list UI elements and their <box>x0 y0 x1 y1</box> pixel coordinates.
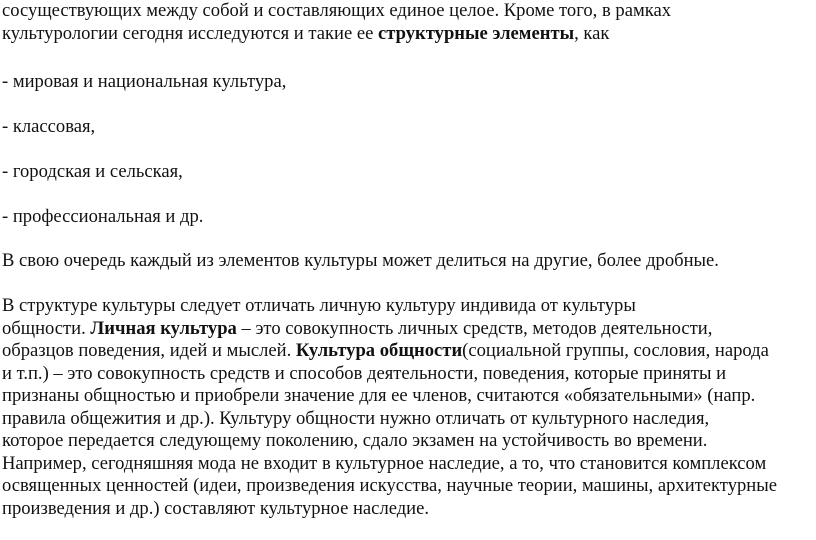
structure-line-2-text: общности. <box>2 317 91 339</box>
structure-line-3-text: образцов поведения, идей и мыслей. <box>2 340 296 361</box>
personal-culture-term: Личная культура <box>90 317 237 339</box>
subdivision-paragraph: В свою очередь каждый из элементов культуры может делиться на другие, более дробные. <box>2 250 719 271</box>
list-item-professional: - профессиональная и др. <box>2 206 204 227</box>
structure-line-2 <box>2 318 777 341</box>
community-culture-term: Культура общности <box>295 340 463 361</box>
structure-paragraph <box>2 295 777 520</box>
structure-line-3-tail: (социальной группы, сословия, народа <box>462 340 769 361</box>
structure-line-8: Например, сегодняшняя мода не входит в культурное наследие, а то, что становится комплексом <box>2 452 767 474</box>
list-item-class: - классовая, <box>2 116 96 137</box>
structural-elements-term: структурные элементы <box>378 22 575 44</box>
structure-line-7: которое передается следующему поколению, сдало экзамен на устойчивость во времени. <box>2 430 708 451</box>
structure-line-3 <box>2 340 777 363</box>
structure-line-10: произведения и др.) составляют культурное наследие. <box>2 497 430 519</box>
list-item-world-national: - мировая и национальная культура, <box>2 71 287 92</box>
intro-paragraph <box>2 0 671 45</box>
intro-line-2-tail: , как <box>574 22 610 44</box>
intro-line-1: сосуществующих между собой и составляющих единое целое. Кроме того, в рамках <box>2 0 672 21</box>
structure-line-5: признаны общностью и приобрели значение для ее членов, считаются «обязательными» (напр. <box>2 385 756 406</box>
intro-line-2-text: культурологии сегодня исследуются и такие ее <box>2 22 379 44</box>
structure-line-2-tail: – это совокупность личных средств, методов деятельности, <box>236 317 713 339</box>
structure-line-4: и т.п.) – это совокупность средств и способов деятельности, поведения, которые приняты и <box>2 362 727 384</box>
structure-line-1: В структуре культуры следует отличать личную культуру индивида от культуры <box>2 295 636 316</box>
list-item-urban-rural: - городская и сельская, <box>2 161 183 182</box>
structure-line-6: правила общежития и др.). Культуру общности нужно отличать от культурного наследия, <box>2 407 710 429</box>
structure-line-9: освященных ценностей (идеи, произведения искусства, научные теории, машины, архитектурные <box>2 475 777 496</box>
intro-line-2 <box>2 23 671 46</box>
